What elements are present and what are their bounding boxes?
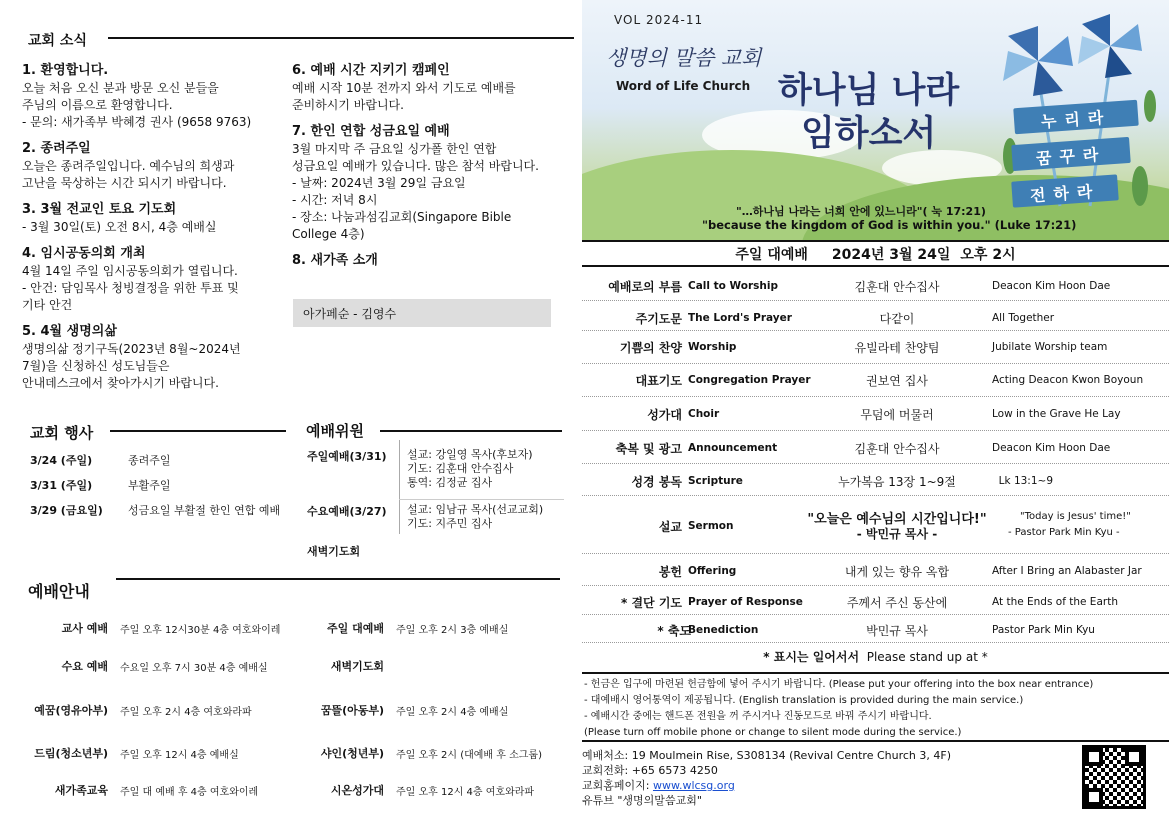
order-leader-en: Acting Deacon Kwon Boyoun [992, 374, 1144, 386]
order-leader-en: Jubilate Worship team [992, 341, 1108, 353]
schedule-label: 샤인(청년부) [320, 747, 384, 760]
order-leader-kr: 다같이 [879, 312, 915, 326]
homepage-label: 교회홈페이지: [582, 779, 653, 792]
order-item-kr: * 결단 기도 [621, 596, 682, 610]
service-notes: - 헌금은 입구에 마련된 헌금함에 넣어 주시기 바랍니다. (Please put your offering into the box near entrance) - 대예배시 영어통역이 제공됩니다. (English translation is provided during the main service.) - 예배시간 중에는 핸드폰 전원을 꺼 주시거나 진동모드로 바꿔 주시기 바랍니다. (Please turn off mobile phone or change to silent mode during the service.) [582, 672, 1169, 741]
news-title: 교회 소식 [28, 33, 87, 49]
schedule-item [0, 620, 280, 636]
schedule-label: 드림(청소년부) [34, 747, 108, 760]
order-row [582, 331, 1169, 364]
schedule-item [0, 702, 252, 718]
news-item [22, 140, 287, 192]
event-name: 부활주일 [128, 479, 171, 492]
news-heading: 2. 종려주일 [22, 141, 91, 156]
order-item-kr: * 축도 [657, 624, 691, 638]
sermon-preacher-en: - Pastor Park Min Kyu - [1008, 527, 1120, 538]
schedule-item [290, 702, 508, 718]
committee-row [307, 503, 567, 533]
order-leader-kr: 김훈대 안수집사 [854, 442, 940, 456]
order-row [582, 397, 1169, 431]
schedule-value: 주일 오후 12시 4층 여호와라파 [396, 786, 535, 798]
news-heading: 8. 새가족 소개 [292, 253, 378, 268]
news-body: 생명의삶 정기구독(2023년 8월~2024년 7월)을 신청하신 성도님들은 안내데스크에서 찾아가시기 바랍니다. [22, 342, 241, 390]
ribbon-label: 누리라 [1013, 100, 1139, 135]
news-heading: 4. 임시공동의회 개최 [22, 246, 146, 261]
order-row [582, 554, 1169, 586]
banner [582, 0, 1169, 240]
committee-title: 예배위원 [306, 422, 364, 440]
order-item-kr: 봉헌 [658, 565, 682, 579]
order-item-kr: 설교 [658, 520, 682, 534]
order-row [582, 364, 1169, 397]
schedule-label: 새벽기도회 [330, 660, 384, 673]
new-family-box: 아가페순 - 김영수 [293, 299, 551, 327]
verse-english: "because the kingdom of God is within you." (Luke 17:21) [702, 218, 1077, 232]
phone: 교회전화: +65 6573 4250 [582, 764, 718, 777]
order-leader-kr: 무덤에 머물러 [860, 408, 934, 422]
order-leader-en: After I Bring an Alabaster Jar [992, 565, 1142, 577]
schedule-item [290, 745, 542, 761]
schedule-item [0, 658, 268, 674]
qr-finder [1125, 748, 1143, 766]
order-leader-en: Pastor Park Min Kyu [992, 624, 1095, 636]
news-item [22, 201, 287, 236]
order-row [582, 301, 1169, 331]
left-page [0, 0, 578, 826]
stand-note [582, 648, 1169, 665]
committee-service: 새벽기도회 [307, 545, 361, 558]
order-item-en: Call to Worship [688, 280, 778, 292]
news-heading: 7. 한인 연합 성금요일 예배 [292, 124, 450, 139]
news-body: 오늘 처음 오신 분과 방문 오신 분들을 주님의 이름으로 환영합니다. - 문의: 새가족부 박혜경 권사 (9658 9763) [22, 81, 252, 129]
schedule-value: 주일 오후 2시 3층 예배실 [396, 624, 509, 636]
stand-note-kr: * 표시는 일어서서 [763, 650, 860, 664]
schedule-value: 주일 대 예배 후 4층 여호와이레 [120, 786, 259, 798]
verse-korean: "…하나님 나라는 너희 안에 있느니라"( 눅 17:21) [736, 205, 986, 218]
schedule-value: 수요일 오후 7시 30분 4층 예배실 [120, 662, 268, 674]
events-rule [110, 430, 286, 432]
committee-divider [399, 499, 564, 500]
schedule-label: 시온성가대 [330, 784, 384, 797]
order-leader-en: At the Ends of the Earth [992, 596, 1118, 608]
qr-code-icon[interactable] [1082, 745, 1146, 809]
news-item [22, 62, 287, 131]
order-leader-en: Low in the Grave He Lay [992, 408, 1121, 420]
church-name-kr: 생명의 말씀 교회 [606, 46, 762, 70]
qr-finder [1085, 748, 1103, 766]
order-item-en: Sermon [688, 520, 734, 532]
order-item-kr: 성가대 [647, 408, 682, 422]
schedule-item [0, 782, 258, 798]
order-leader-en: Deacon Kim Hoon Dae [992, 280, 1111, 292]
schedule-item [290, 658, 396, 674]
order-row [582, 496, 1169, 554]
schedule-label: 예꿈(영유아부) [34, 704, 108, 717]
events-list [30, 452, 300, 522]
committee-service: 수요예배(3/27) [307, 505, 387, 518]
schedule-label: 교사 예배 [61, 622, 108, 635]
order-leader-kr: 주께서 주신 동산에 [846, 596, 948, 610]
volume-number: VOL 2024-11 [614, 13, 704, 27]
committee-service: 주일예배(3/31) [307, 450, 387, 463]
news-right-column [292, 62, 572, 278]
qr-finder [1085, 788, 1103, 806]
news-item [292, 123, 572, 243]
news-heading: 6. 예배 시간 지키기 캠페인 [292, 63, 450, 78]
service-date: 2024년 3월 24일 [831, 246, 951, 263]
order-leader-kr: 김훈대 안수집사 [854, 280, 940, 294]
order-leader-en: Deacon Kim Hoon Dae [992, 442, 1111, 454]
church-name-en: Word of Life Church [616, 79, 751, 93]
news-heading: 5. 4월 생명의삶 [22, 324, 117, 339]
event-row [30, 502, 280, 518]
committee-row [307, 543, 567, 559]
service-time: 오후 2시 [960, 246, 1016, 263]
order-item-en: Congregation Prayer [688, 374, 811, 386]
news-body: 4월 14일 주일 임시공동의회가 열립니다. - 안건: 담임목사 청빙결정을 위한 투표 및 기타 안건 [22, 264, 239, 312]
theme-title: 하나님 나라 임하소서 [778, 71, 960, 154]
news-item [292, 62, 572, 114]
order-row [582, 431, 1169, 464]
order-item-en: Announcement [688, 442, 778, 454]
youtube: 유튜브 "생명의말씀교회" [582, 794, 702, 807]
schedule-value: 주일 오후 2시 4층 여호와라파 [120, 706, 252, 718]
committee-divider [399, 440, 400, 534]
order-item-en: Offering [688, 565, 737, 577]
committee-members: 설교: 강일영 목사(후보자) 기도: 김훈대 안수집사 통역: 김정균 집사 [407, 448, 533, 489]
news-body: 예배 시작 10분 전까지 와서 기도로 예배를 준비하시기 바랍니다. [292, 81, 516, 112]
news-body: 오늘은 종려주일입니다. 예수님의 희생과 고난을 묵상하는 시간 되시기 바랍니다. [22, 159, 235, 190]
schedule-value: 주일 오후 2시 4층 예배실 [396, 706, 509, 718]
news-rule [108, 37, 574, 39]
schedule-item [290, 782, 534, 798]
service-header [582, 240, 1169, 267]
order-row [582, 270, 1169, 301]
news-item [22, 245, 287, 314]
order-leader-kr: 내게 있는 향유 옥합 [844, 565, 950, 579]
stand-note-en: Please stand up at * [866, 650, 988, 664]
news-body: 3월 마지막 주 금요일 싱가폴 한인 연합 성금요일 예배가 있습니다. 많은 참석 바랍니다. - 날짜: 2024년 3월 29일 금요일 - 시간: 저녁 8시 - 장소: 나눔과섬김교회(Singapore Bible College 4층) [292, 142, 539, 241]
order-item-en: Worship [688, 341, 737, 353]
news-left-column [22, 62, 287, 401]
order-row [582, 615, 1169, 643]
homepage-row [582, 778, 1169, 793]
sermon-preacher-kr: - 박민규 목사 - [856, 527, 938, 541]
order-item-en: The Lord's Prayer [688, 312, 792, 324]
event-date: 3/29 (금요일) [30, 504, 103, 517]
schedule-value: 주일 오후 12시 4층 예배실 [120, 749, 239, 761]
contact-info [582, 740, 1169, 822]
address: 예배처소: 19 Moulmein Rise, S308134 (Revival Centre Church 3, 4F) [582, 749, 952, 762]
committee-rule [380, 430, 562, 432]
news-item [22, 323, 287, 392]
order-item-kr: 기쁨의 찬양 [619, 341, 682, 355]
event-date: 3/31 (주일) [30, 479, 93, 492]
order-leader-kr: 유빌라테 찬양팀 [854, 341, 940, 355]
ribbon-label: 꿈꾸라 [1011, 137, 1131, 171]
schedule-item [0, 745, 239, 761]
order-item-en: Prayer of Response [688, 596, 803, 608]
order-leader-en: Lk 13:1~9 [992, 475, 1054, 487]
schedule-label: 새가족교육 [54, 784, 108, 797]
event-date: 3/24 (주일) [30, 454, 93, 467]
events-title: 교회 행사 [30, 424, 94, 442]
order-leader-kr: 권보연 집사 [866, 374, 928, 388]
homepage-link[interactable]: www.wlcsg.org [652, 779, 735, 792]
committee-members: 설교: 임남규 목사(선교교회) 기도: 지주민 집사 [407, 503, 544, 530]
schedule-rule [116, 578, 560, 580]
order-item-en: Benediction [688, 624, 759, 636]
schedule-label: 수요 예배 [61, 660, 108, 673]
order-item-kr: 축복 및 광고 [615, 442, 682, 456]
order-item-kr: 대표기도 [635, 374, 682, 388]
order-item-kr: 예배로의 부름 [608, 280, 682, 294]
schedule-label: 꿈뜰(아동부) [320, 704, 384, 717]
ribbon-label: 전하라 [1011, 174, 1119, 207]
schedule-label: 주일 대예배 [327, 622, 384, 635]
news-item [292, 252, 572, 269]
news-body: - 3월 30일(토) 오전 8시, 4층 예배실 [22, 220, 217, 234]
schedule-value: 주일 오후 12시30분 4층 여호와이레 [120, 624, 281, 636]
news-heading: 1. 환영합니다. [22, 63, 109, 78]
service-name: 주일 대예배 [735, 246, 808, 263]
order-leader-en: All Together [992, 312, 1055, 324]
sermon-title-kr: "오늘은 예수님의 시간입니다!" [807, 512, 987, 527]
schedule-value: 주일 오후 2시 (대예배 후 소그룹) [396, 749, 542, 761]
order-leader-kr: 박민규 목사 [866, 624, 928, 638]
order-leader-kr: 누가복음 13장 1~9절 [838, 475, 956, 489]
order-row [582, 586, 1169, 615]
event-name: 종려주일 [128, 454, 171, 467]
event-name: 성금요일 부활절 한인 연합 예배 [128, 504, 281, 517]
order-item-en: Choir [688, 408, 720, 420]
event-row [30, 452, 171, 468]
sermon-title-en: "Today is Jesus' time!" [1020, 511, 1131, 522]
schedule-item [290, 620, 508, 636]
order-item-kr: 주기도문 [635, 312, 682, 326]
order-item-en: Scripture [688, 475, 743, 487]
schedule-title: 예배안내 [28, 582, 90, 601]
committee-row [307, 448, 567, 493]
news-heading: 3. 3월 전교인 토요 기도회 [22, 202, 177, 217]
order-row [582, 464, 1169, 496]
event-row [30, 477, 171, 493]
order-item-kr: 성경 봉독 [631, 475, 682, 489]
